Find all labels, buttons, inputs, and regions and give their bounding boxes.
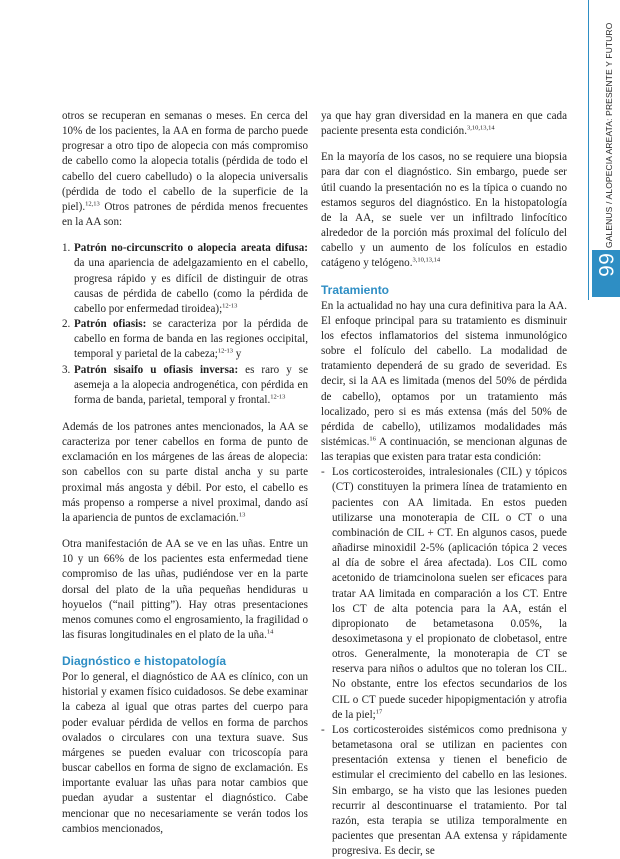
- list-item: 3. Patrón sisaifo u ofiasis inversa: es raro y se asemeja a la alopecia androgenética, con pérdida en forma de banda, parietal, temporal y frontal.$^{12-13}$: [62, 363, 308, 406]
- list-item: 1. Patrón no-circunscrito o alopecia areata difusa: da una apariencia de adelgazamiento en el cabello, progresa rápido y es difícil de distinguir de otras causas de pérdida de cabello (como la pérdida de cabello por enfermedad tiroidea);$^{12-13}$: [62, 242, 308, 315]
- list-item: - Los corticosteroides, intralesionales (CIL) y tópicos (CT) constituyen la primera línea de tratamiento en pacientes con AA limitada. En estos pueden utilizarse una monoterapia de CIL o CT o una combinación de CIL + CT. En algunos casos, puede añadirse minoxidil 2-5% (aplicación tópica 2 veces al día de sobre el área afectada). Los CIL como acetonido de triamcinolona suelen ser eficaces para tratar AA limitada en comparación a los CT. Entre los CT de alta potencia para la AA, están el dipropionato de betametasona 0.05%, la desoximetasona y el propionato de clobetasol, entre otros. Generalmente, la monoterapia de CT se reserva para niños o adultos que no toleran los CIL. No obstante, entre los efectos secundarios de los CIL o CT puede suceder hipopigmentación y atrofia de la piel;$^{17}$: [321, 466, 567, 721]
- nail-paragraph: Otra manifestación de AA se ve en las uñas. Entre un 10 y un 66% de los pacientes esta enfermedad tiene compromiso de las uñas, pudiéndose ver en la parte dorsal del plato de la uña pequeñas hendiduras u hoyuelos (“nail pitting”). Hay otras presentaciones menos comunes como el engrosamiento, la fragilidad o las fisuras longitudinales en el plato de la uña.$^{14}$: [62, 538, 308, 641]
- running-head-text: GALENUS / ALOPECIA AREATA: PRESENTE Y FUTURO: [604, 22, 614, 248]
- list-item: 2. Patrón ofiasis: se caracteriza por la pérdida de cabello en forma de banda en las regiones occipital, temporal y parietal de la cabeza;$^{12-13}$ y: [62, 318, 308, 361]
- section-heading-diagnostico: Diagnóstico e histopatología: [62, 654, 227, 669]
- continuation-paragraph: ya que hay gran diversidad en la manera en que cada paciente presenta esta condición.$^{3,10,13,14}$: [321, 110, 567, 138]
- right-column: [321, 109, 567, 859]
- diagnosis-paragraph: Por lo general, el diagnóstico de AA es clínico, con un historial y examen físico cuidadosos. Se debe examinar la cabeza al igual que otras partes del cuerpo para poder evaluar pérdida de vellos en forma de parchos ovalados o circulares con una textura suave. Sus márgenes se pueden evaluar con tricoscopía para buscar cabellos en forma de signo de exclamación. Es importante evaluar las uñas para notar cambios que puedan ayudar a sustentar el diagnóstico. Cabe mencionar que no necesariamente se verán todos los cambios mencionados,: [62, 671, 308, 835]
- exclamation-hair-paragraph: Además de los patrones antes mencionados, la AA se caracteriza por tener cabellos en forma de punto de exclamación en los márgenes de las áreas de alopecia: son cabellos con su parte distal ancha y su parte proximal más angosta y débil. Por esto, el cabello es más propenso a romperse a nivel proximal, dando así la apariencia de puntos de exclamación.$^{13}$: [62, 420, 308, 524]
- sidebar-rule: [588, 0, 589, 300]
- pattern-list: [62, 241, 308, 408]
- biopsy-paragraph: En la mayoría de los casos, no se requiere una biopsia para dar con el diagnóstico. Sin embargo, puede ser útil cuando la presentación no es la típica o cuando no estamos seguros del diagnóstico. En la histopatología de la AA, se suele ver un infiltrado linfocítico alrededor de la porción más proximal del folículo del cabello y un aumento de los folículos en estadio catágeno y telógeno.$^{3,10,13,14}$: [321, 151, 567, 270]
- left-column: [62, 109, 308, 837]
- page-number-tab: [592, 250, 620, 297]
- intro-paragraph: otros se recuperan en semanas o meses. En cerca del 10% de los pacientes, la AA en forma de parcho puede progresar a otro tipo de alopecia con más compromiso de cabello como la alopecia totalis (pérdida de todo el cabello del cuero cabelludo) o la alopecia universalis (pérdida de todo el cabello de la superficie de la piel).$^{12,13}$ Otros patrones de pérdida menos frecuentes en la AA son:: [62, 110, 308, 229]
- treatment-paragraph: En la actualidad no hay una cura definitiva para la AA. El enfoque principal para su tratamiento es disminuir los efectos inflamatorios del sistema inmunológico sobre el folículo del cabello. La modalidad de tratamiento dependerá de su grado de severidad. Es decir, si la AA es limitada (menos del 50% de pérdida de cabello), optamos por un tratamiento más localizado, pero si es más extensa (más del 50% de pérdida de cabello), utilizamos modalidades más sistémicas.$^{16}$ A continuación, se mencionan algunas de las terapias que existen para tratar esta condición:: [321, 299, 567, 464]
- list-item: - Los corticosteroides sistémicos como prednisona y betametasona oral se utilizan en pacientes con presentación extensa y tienen el beneficio de estimular el crecimiento del cabello en las lesiones. Sin embargo, se ha visto que las lesiones pueden recurrir al descontinuarse el tratamiento. Por tal razón, esta terapia se utiliza temporalmente en pacientes que presentan AA extensa y rápidamente progresiva. Es decir, se: [321, 723, 567, 858]
- page-number: 66: [594, 253, 617, 278]
- therapy-list: [321, 465, 567, 859]
- section-heading-tratamiento: Tratamiento: [321, 282, 390, 297]
